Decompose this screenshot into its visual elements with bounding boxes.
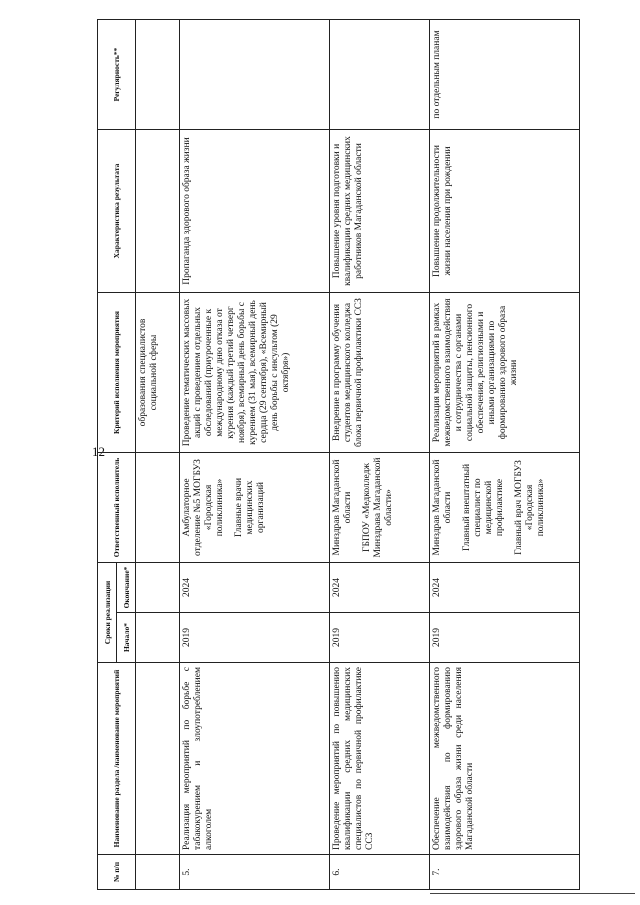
responsible-1: Амбулаторное отделение №5 МОГБУЗ «Городская поликлиника» <box>182 459 225 556</box>
cell-name: Проведение мероприятий по повышению квалификации средних медицинских специалистов по первичной профилактике ССЗ <box>330 663 430 855</box>
page-number: 12 <box>92 444 105 459</box>
cell-empty <box>136 453 180 563</box>
cell-criteria: Проведение тематических массовых акций с проведением отдельных обследований (приуроченные к международному дню отказа от курения (каждый третий четверг ноября), всемирный день борьбы с курением (31 мая), всемирный день сердца (29 сентября), «Всемирный день борьбы с инсультом (29 октября») <box>180 293 330 453</box>
table-row-continued <box>136 20 180 890</box>
header-start: Начало* <box>117 613 136 663</box>
table-row <box>330 20 430 890</box>
cell-criteria: Реализация мероприятий в рамках межведомственного взаимодействия и сотрудничества с органами социальной защиты, пенсионного обеспечения, религиозными и иными организациями по формированию здорового образа жизни <box>430 293 580 453</box>
cell-num: 6. <box>330 855 430 890</box>
footnote-divider <box>430 893 635 894</box>
header-period: Сроки реализации <box>98 563 117 663</box>
header-result: Характеристика результата <box>98 130 136 293</box>
responsible-2: ГБПОУ «Медколледж Минздрава Магаданской области» <box>362 457 394 558</box>
cell-num: 5. <box>180 855 330 890</box>
cell-result: Повышение уровня подготовки и квалификации средних медицинских работников Магаданской области <box>330 130 430 293</box>
cell-result: Повышение продолжительности жизни населения при рождении <box>430 130 580 293</box>
cell-end: 2024 <box>180 563 330 613</box>
cell-end: 2024 <box>430 563 580 613</box>
cell-responsible <box>330 453 430 563</box>
cell-empty <box>136 563 180 613</box>
cell-regularity: по отдельным планам <box>430 20 580 130</box>
cell-criteria: Внедрение в программу обучения студентов медицинского колледжа блока первичной профилактики ССЗ <box>330 293 430 453</box>
cell-empty <box>136 663 180 855</box>
table-row <box>180 20 330 890</box>
header-name: Наименование раздела /наименование мероприятий <box>98 663 136 855</box>
rotated-table-container <box>97 20 637 890</box>
cell-criteria: образования специалистов социальной сферы <box>136 293 180 453</box>
table-row <box>430 20 580 890</box>
cell-start: 2019 <box>180 613 330 663</box>
cell-empty <box>136 130 180 293</box>
cell-empty <box>136 613 180 663</box>
cell-name: Обеспечение межведомственного взаимодействия по формированию здорового образа жизни среди населения Магаданской области <box>430 663 580 855</box>
cell-regularity <box>180 20 330 130</box>
header-num: № п/п <box>98 855 136 890</box>
cell-responsible <box>430 453 580 563</box>
responsible-2: Главный внештатный специалист по медицинской профилактике <box>462 463 505 552</box>
responsible-1: Минздрав Магаданской области <box>332 459 353 556</box>
cell-responsible <box>180 453 330 563</box>
cell-end: 2024 <box>330 563 430 613</box>
header-responsible: Ответственный исполнитель <box>98 453 136 563</box>
responsible-2: Главные врачи медицинских организаций <box>234 477 266 538</box>
cell-start: 2019 <box>430 613 580 663</box>
cell-empty <box>136 20 180 130</box>
header-regularity: Регулярность** <box>98 20 136 130</box>
cell-start: 2019 <box>330 613 430 663</box>
responsible-1: Минздрав Магаданской области <box>432 459 453 556</box>
activities-table <box>97 19 580 890</box>
cell-result: Пропаганда здорового образа жизни <box>180 130 330 293</box>
cell-num: 7. <box>430 855 580 890</box>
cell-name: Реализация мероприятий по борьбе с табакокурением и злоупотреблением алкоголем <box>180 663 330 855</box>
header-row <box>98 20 117 890</box>
responsible-3: Главный врач МОГБУЗ «Городская поликлиника» <box>514 460 546 555</box>
header-end: Окончание* <box>117 563 136 613</box>
header-criteria: Критерий исполнения мероприятия <box>98 293 136 453</box>
cell-regularity <box>330 20 430 130</box>
cell-empty <box>136 855 180 890</box>
